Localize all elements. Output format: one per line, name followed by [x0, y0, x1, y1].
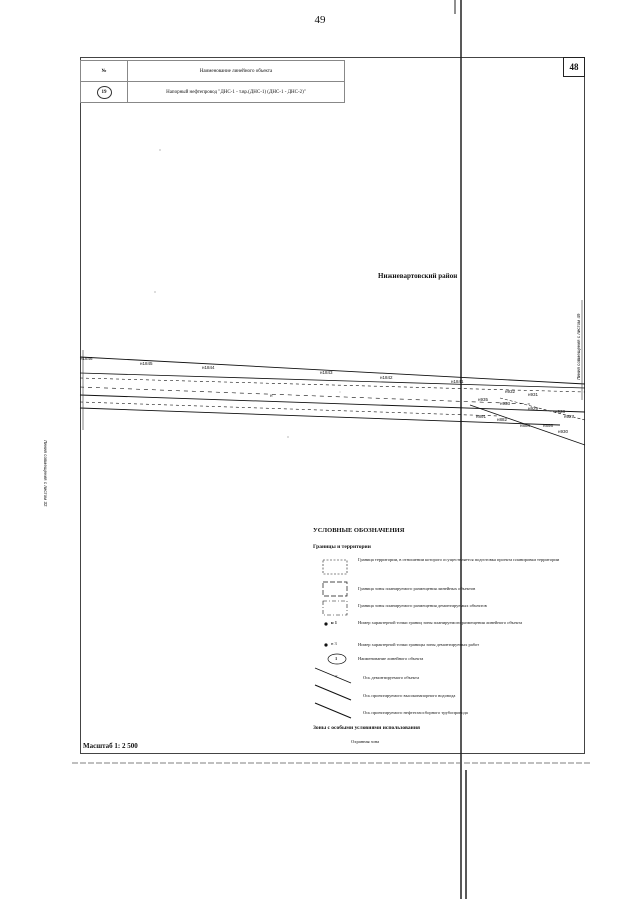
legend-item-demolition-axis: Ось демонтируемого объекта [363, 675, 420, 680]
point-label: н1846 [80, 356, 93, 361]
point-label: н898 [543, 423, 553, 428]
corridor-line-dashed-3 [80, 402, 500, 416]
point-label: н1841 [451, 379, 464, 384]
point-label: н927 [564, 414, 574, 419]
legend-marker-n3: н 3 [331, 641, 337, 646]
col-name-header: Наименование линейного объекта [128, 61, 345, 82]
legend-section-zones: Зоны с особыми условиями использования [313, 725, 420, 731]
point-label: н882 [497, 417, 507, 422]
point-label: н884 [520, 423, 530, 428]
legend-item-protection-zone: Охранная зона [351, 739, 380, 744]
point-label: н891 [476, 414, 486, 419]
point-label: н1843 [320, 370, 333, 375]
point-label: н1845 [140, 361, 153, 366]
point-label: н [270, 393, 273, 398]
legend [313, 527, 583, 749]
corridor-line-1 [80, 373, 585, 388]
corridor-boundary-bottom [80, 408, 560, 425]
corridor-line-dashed-2 [80, 387, 530, 404]
point-label: н1844 [202, 365, 215, 370]
sheet-number: 48 [563, 57, 585, 77]
legend-section-borders: Границы и территории [313, 544, 371, 550]
point-label: н928 [555, 409, 565, 414]
point-label: н931 [528, 392, 538, 397]
point-label: н929 [528, 406, 538, 411]
legend-item-territory: Граница территории, в отношении которого осуществляется подготовка проекта планировки территории [358, 557, 560, 562]
legend-item-water-axis: Ось проектируемого высоконапорного водовода [363, 693, 456, 698]
region-label: Нижневартовский район [378, 272, 458, 280]
point-label: н933 [500, 401, 510, 406]
legend-title: УСЛОВНЫЕ ОБОЗНАЧЕНИЯ [313, 527, 405, 534]
point-label: н1842 [380, 375, 393, 380]
legend-marker-object: 1 [335, 656, 338, 661]
point-label: н935 [478, 397, 488, 402]
point-label: н930 [558, 429, 568, 434]
page-number: 49 [314, 14, 326, 26]
scale-label: Масштаб 1: 2 500 [83, 742, 138, 750]
legend-item-oil-axis: Ось проектируемого нефтегазосборного трубопровода [363, 710, 468, 715]
point-label: н932 [505, 389, 515, 394]
legend-item-object-name: Наименование линейного объекта [358, 656, 424, 661]
object-number-circle: 19 [97, 86, 112, 99]
legend-item-point-number: Номер характерной точки границ зоны планируемого размещения линейного объекта [358, 620, 523, 625]
col-number-header: № [81, 61, 128, 82]
row-name-cell: Напорный нефтепровод "ДНС-1 - т.вр.(ДНС-1) (ДНС-1 - ДНС-2)" [128, 82, 345, 103]
legend-item-linear-zone: Граница зоны планируемого размещения линейных объектов [358, 586, 476, 591]
svg-text:×: × [335, 675, 338, 680]
right-match-label: Линия совмещения с листом 49 [576, 313, 581, 380]
legend-item-demolition-zone: Граница зоны планируемого размещения демонтируемых объектов [358, 603, 487, 608]
legend-marker-n1: н 1 [331, 620, 337, 625]
legend-item-demolition-point: Номер характерной точки границы зоны демонтируемых работ [358, 642, 480, 647]
left-match-label: Линия совмещения с листом 32 [43, 440, 48, 507]
